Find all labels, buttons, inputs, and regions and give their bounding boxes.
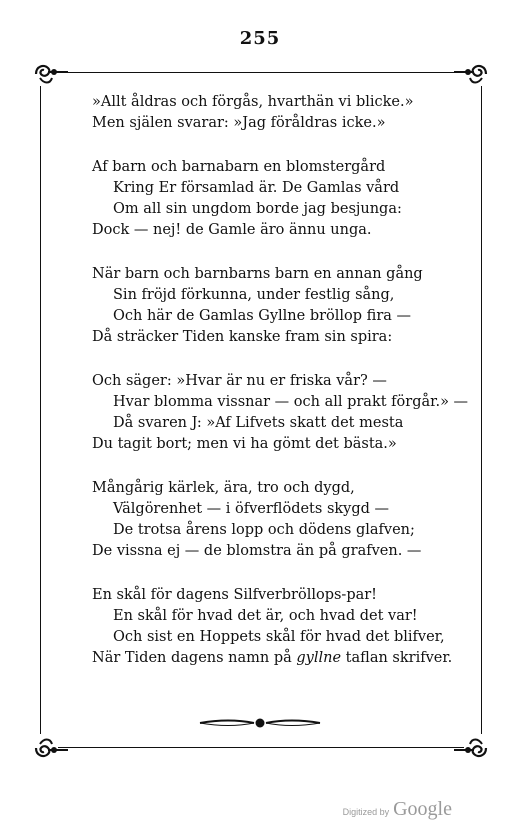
frame-rule-right xyxy=(481,86,482,734)
end-ornament-icon xyxy=(198,716,322,730)
poem-line: Sin fröjd förkunna, under festlig sång, xyxy=(113,287,395,303)
poem-line: Om all sin ungdom borde jag besjunga: xyxy=(113,201,402,217)
poem-line: När barn och barnbarns barn en annan gång xyxy=(92,266,423,282)
frame-rule-left xyxy=(40,86,41,734)
poem-line: Och här de Gamlas Gyllne bröllop fira — xyxy=(113,308,412,324)
poem-line: De vissna ej — de blomstra än på grafven. — xyxy=(92,543,422,559)
poem-line: En skål för hvad det är, och hvad det var! xyxy=(113,608,418,624)
corner-ornament-icon xyxy=(452,734,490,762)
poem-line: Då sträcker Tiden kanske fram sin spira: xyxy=(92,329,393,345)
corner-ornament-icon xyxy=(32,60,70,88)
poem-line: Mångårig kärlek, ära, tro och dygd, xyxy=(92,480,355,496)
stanza xyxy=(92,371,472,455)
stanza xyxy=(92,585,472,669)
digitized-credit xyxy=(343,798,452,821)
stanza xyxy=(92,92,472,134)
stanza xyxy=(92,264,472,348)
poem-line: När Tiden dagens namn på gyllne taflan skrifver. xyxy=(92,650,453,666)
poem-line: Men själen svarar: »Jag föråldras icke.» xyxy=(92,115,386,131)
poem-line: Hvar blomma vissnar — och all prakt förgår.» — xyxy=(113,394,469,410)
poem-line: De trotsa årens lopp och dödens glafven; xyxy=(113,522,415,538)
poem-line: Af barn och barnabarn en blomstergård xyxy=(92,159,386,175)
poem-line: »Allt åldras och förgås, hvarthän vi blicke.» xyxy=(92,94,414,110)
poem-line: Du tagit bort; men vi ha gömt det bästa.» xyxy=(92,436,397,452)
corner-ornament-icon xyxy=(452,60,490,88)
stanza xyxy=(92,478,472,562)
stanza xyxy=(92,157,472,241)
credit-prefix: Digitized by xyxy=(342,807,390,817)
poem-body xyxy=(92,92,472,692)
poem-line: Välgörenhet — i öfverflödets skygd — xyxy=(113,501,390,517)
poem-line: Då svaren J: »Af Lifvets skatt det mesta xyxy=(113,415,404,431)
frame-rule-bottom xyxy=(58,747,464,748)
poem-line: En skål för dagens Silfverbröllops-par! xyxy=(92,587,378,603)
poem-line: Och sist en Hoppets skål för hvad det blifver, xyxy=(113,629,445,645)
frame-rule-top xyxy=(58,72,464,73)
page-number: 255 xyxy=(239,28,281,49)
poem-line: Och säger: »Hvar är nu er friska vår? — xyxy=(92,373,387,389)
corner-ornament-icon xyxy=(32,734,70,762)
poem-line: Kring Er församlad är. De Gamlas vård xyxy=(113,180,400,196)
credit-brand: Google xyxy=(393,798,452,820)
poem-line: Dock — nej! de Gamle äro ännu unga. xyxy=(92,222,372,238)
